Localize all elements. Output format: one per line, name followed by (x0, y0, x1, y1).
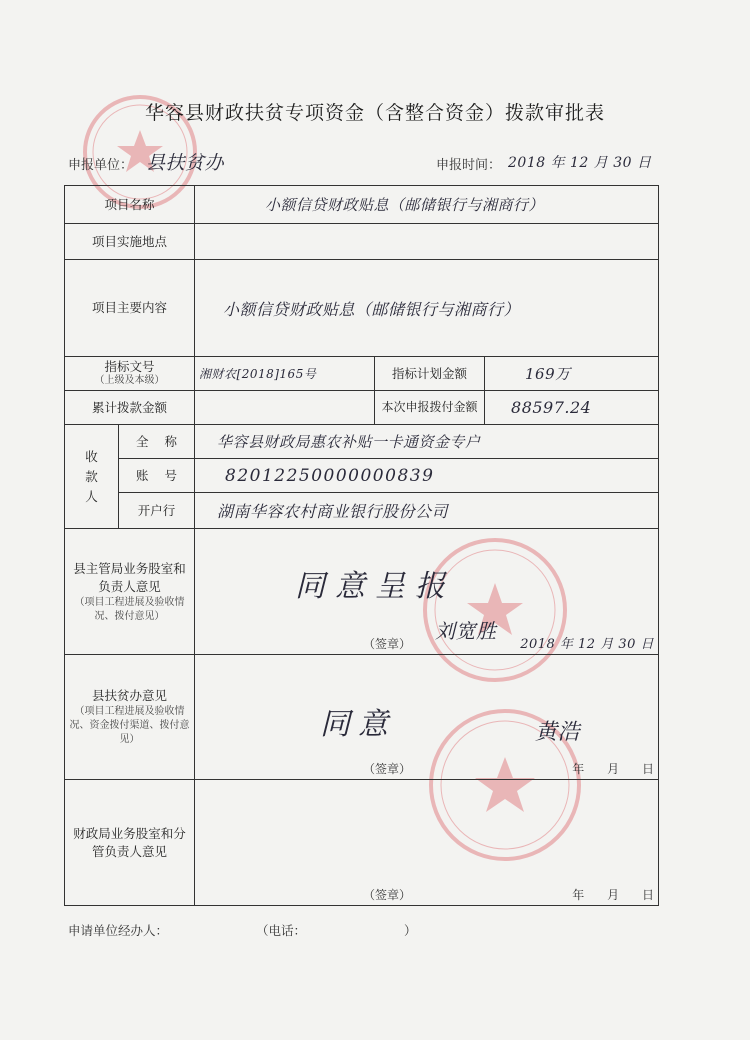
payee-name-value: 华容县财政局惠农补贴一卡通资金专户 (195, 425, 659, 459)
row-doc-no (65, 357, 659, 391)
opinion-2-label-cell (65, 655, 195, 780)
phone-label: （电话： (256, 923, 307, 938)
project-name-label: 项目名称 (65, 186, 195, 224)
doc-no-label-cell (65, 357, 195, 391)
cumulative-label: 累计拨款金额 (65, 391, 195, 425)
cumulative-value (195, 391, 375, 425)
payee-group-text: 收款人 (85, 448, 98, 504)
handler-label: 申请单位经办人： (68, 923, 169, 938)
payee-group-label (65, 425, 119, 529)
plan-amount-label: 指标计划金额 (375, 357, 485, 391)
payee-account-value: 82012250000000839 (195, 459, 659, 493)
doc-no-sub: （上级及本级） (94, 375, 165, 386)
phone-close: ） (404, 923, 417, 938)
applicant-label: 申报单位： (68, 158, 134, 173)
opinion-1-label-cell (65, 529, 195, 655)
row-location (65, 224, 659, 260)
opinion-3-stamp-label: （签章） (363, 888, 412, 902)
row-content (65, 260, 659, 357)
location-value (195, 224, 659, 260)
opinion-3-date: 年 月 日 (572, 888, 655, 902)
doc-no-label: 指标文号 (104, 359, 155, 374)
content-label: 项目主要内容 (65, 260, 195, 357)
opinion-1-date: 2018 年 12 月 30 日 (520, 637, 655, 652)
row-payee-bank (65, 493, 659, 529)
row-opinion-3 (65, 780, 659, 906)
row-opinion-1 (65, 529, 659, 655)
row-amounts (65, 391, 659, 425)
opinion-3-label: 财政局业务股室和分管负责人意见 (73, 825, 186, 859)
row-payee-name (65, 425, 659, 459)
opinion-2-handwriting: 同意 (320, 707, 397, 742)
date-label: 申报时间： (436, 158, 502, 173)
date-value: 2018 年 12 月 30 日 (508, 155, 652, 171)
payee-bank-value: 湖南华容农村商业银行股份公司 (195, 493, 659, 529)
this-amount-value: 88597.24 (485, 391, 659, 425)
payee-account-label: 账 号 (119, 459, 195, 493)
opinion-3-label-cell (65, 780, 195, 906)
opinion-2-sub: （项目工程进展及验收情况、资金拨付渠道、拨付意见） (69, 706, 190, 745)
doc-no-value: 湘财农[2018]165号 (195, 357, 375, 391)
opinion-3-cell (195, 780, 659, 906)
payee-name-label: 全 称 (119, 425, 195, 459)
row-project-name (65, 186, 659, 224)
opinion-1-sub: （项目工程进展及验收情况、拨付意见） (74, 596, 185, 622)
applicant-value: 县扶贫办 (146, 152, 225, 174)
form-title: 华容县财政扶贫专项资金（含整合资金）拨款审批表 (144, 102, 605, 124)
payee-bank-label: 开户行 (119, 493, 195, 529)
opinion-2-date: 年 月 日 (572, 762, 655, 776)
opinion-2-signature: 黄浩 (535, 720, 581, 745)
row-opinion-2 (65, 655, 659, 780)
opinion-2-cell (195, 655, 659, 780)
project-name-value: 小额信贷财政贴息（邮储银行与湘商行） (195, 186, 659, 224)
this-amount-label: 本次申报拨付金额 (375, 391, 485, 425)
opinion-1-label: 县主管局业务股室和负责人意见 (73, 560, 186, 594)
approval-table (64, 185, 659, 906)
opinion-1-stamp-label: （签章） (363, 637, 412, 651)
plan-amount-value: 169万 (485, 357, 659, 391)
row-payee-account (65, 459, 659, 493)
opinion-1-handwriting: 同意呈报 (295, 569, 456, 604)
location-label: 项目实施地点 (65, 224, 195, 260)
content-value: 小额信贷财政贴息（邮储银行与湘商行） (195, 260, 659, 357)
opinion-2-label: 县扶贫办意见 (92, 688, 168, 703)
opinion-1-signature: 刘宽胜 (435, 619, 497, 643)
opinion-1-cell (195, 529, 659, 655)
opinion-2-stamp-label: （签章） (363, 762, 412, 776)
